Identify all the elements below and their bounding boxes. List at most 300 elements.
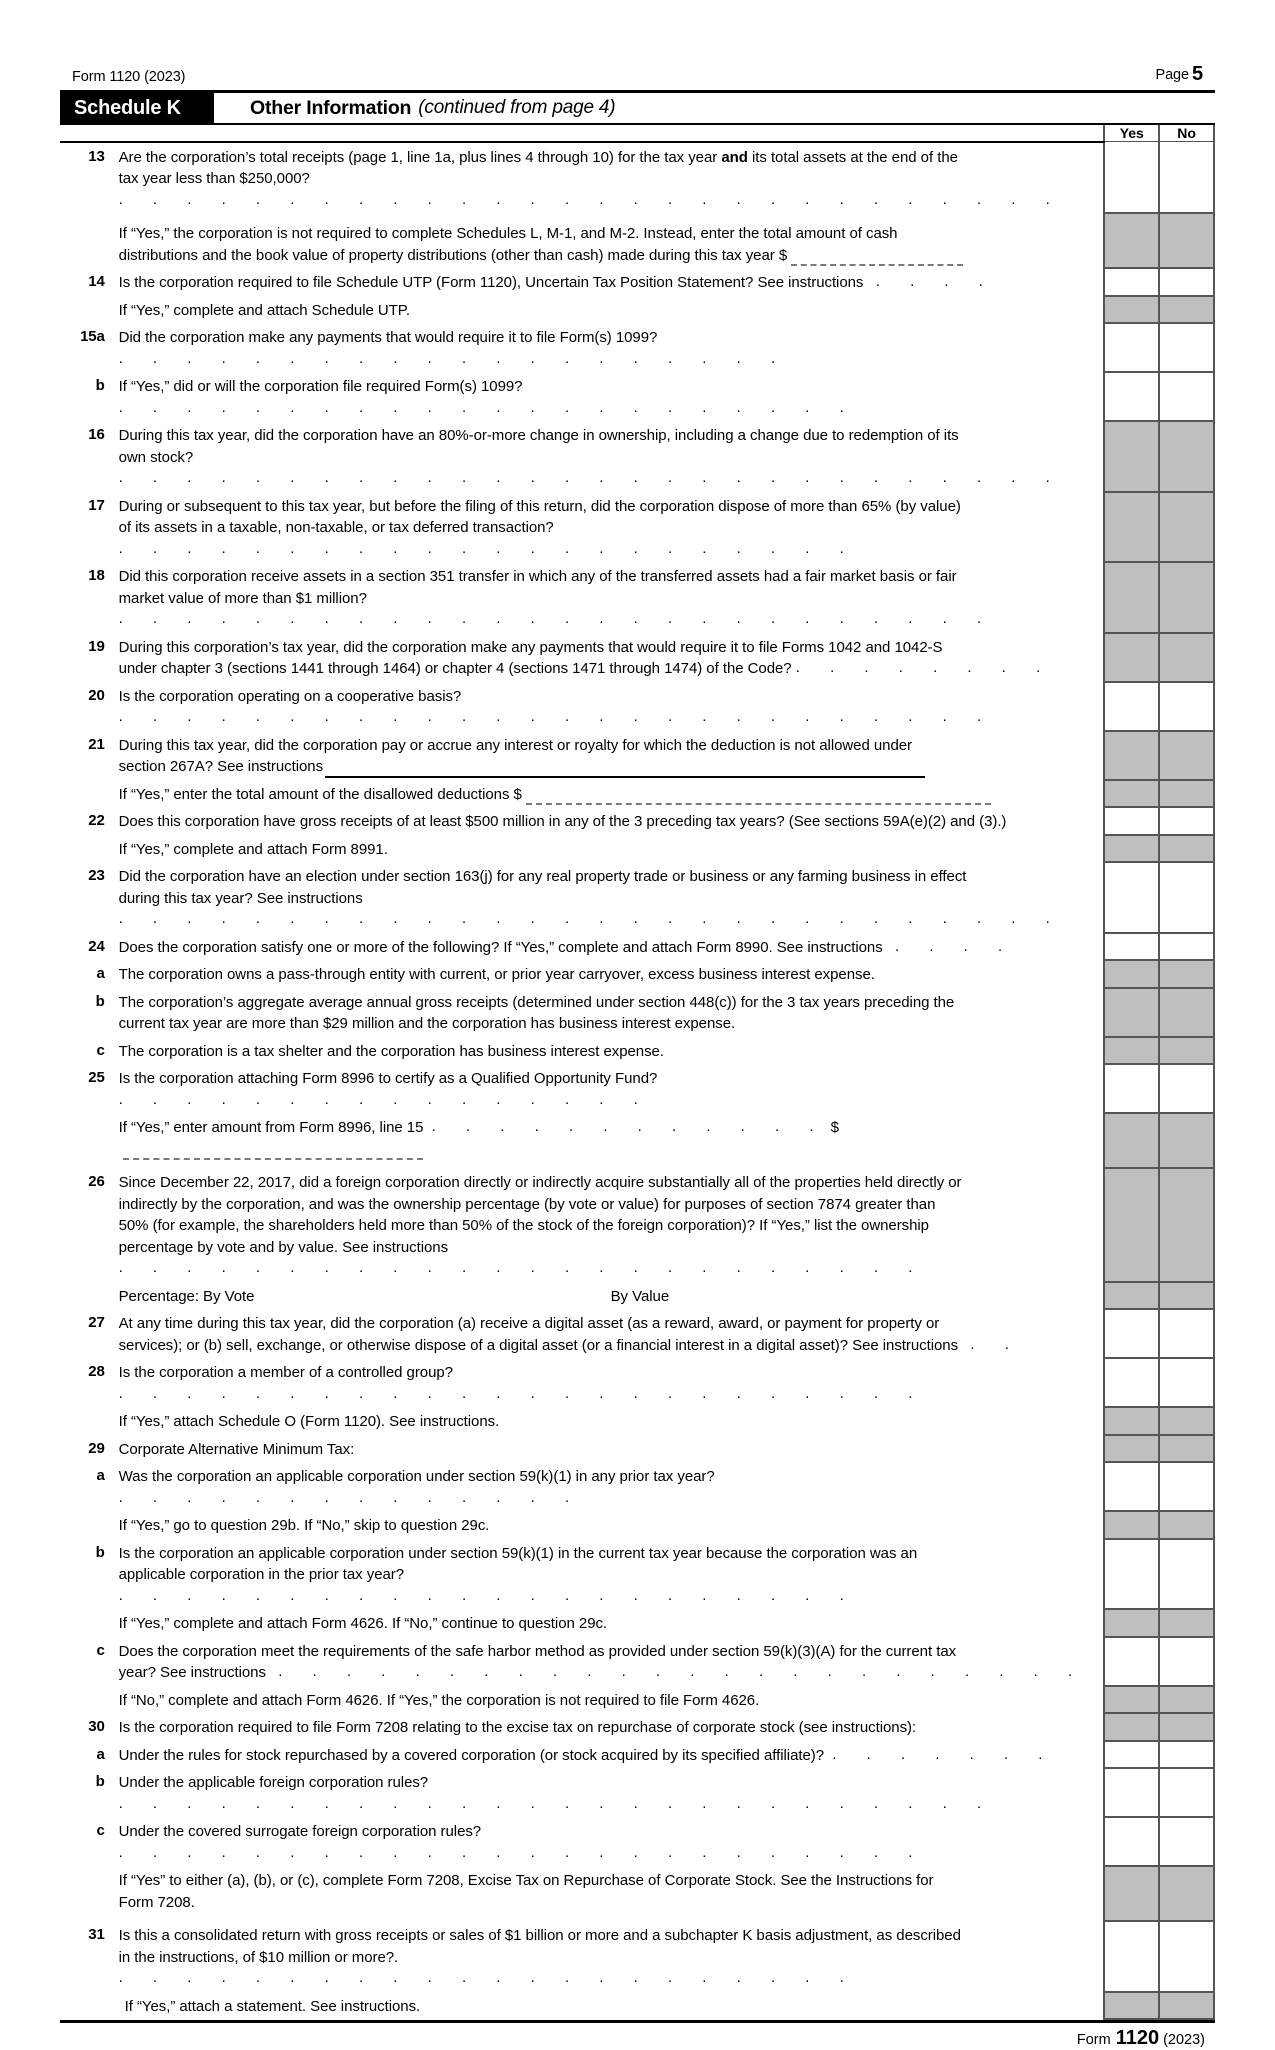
q16-text-line1: During this tax year, did the corporation have an 80%-or-more change in ownership, including a change due to redemption of its (118, 427, 959, 444)
line-number-15b: b (95, 377, 105, 394)
footer-year: (2023) (1163, 2032, 1205, 2048)
table-row (60, 1037, 1214, 1065)
table-row (60, 780, 1214, 808)
line-number-28-cont (60, 1407, 113, 1435)
leader-dots: . . . . . . . . . . . . . . . . . . . . . . . . (118, 1384, 926, 1402)
table-row (60, 988, 1214, 1037)
q29c-text-line2: year? See instructions (118, 1664, 266, 1681)
line-text-29 (113, 1435, 1105, 1463)
answer-cell-yes-19[interactable] (1104, 633, 1159, 682)
answer-cell-no-15a[interactable] (1159, 323, 1214, 372)
line-number-23: 23 (88, 867, 105, 884)
q23-text-line2: during this tax year? See instructions (118, 889, 363, 907)
line-text-25 (113, 1064, 1105, 1113)
header-spacer-num (60, 125, 113, 142)
table-row (60, 1609, 1214, 1637)
q13-if-yes-line1: If “Yes,” the corporation is not required to complete Schedules L, M-1, and M-2. Instead, enter the total amount of cash (118, 225, 898, 242)
amount-entry-line-13[interactable] (791, 252, 963, 266)
q30c-if-yes-line1: If “Yes” to either (a), (b), or (c), complete Form 7208, Excise Tax on Repurchase of Corporate Stock. See the Instructions for (118, 1872, 934, 1889)
table-row (60, 562, 1214, 633)
table-row (60, 1866, 1214, 1921)
answer-cell-yes-18[interactable] (1104, 562, 1159, 633)
q26-text-line1: Since December 22, 2017, did a foreign corporation directly or indirectly acquire substantially all of the properties held directly or (118, 1174, 962, 1191)
answer-cell-yes-30a[interactable] (1104, 1741, 1159, 1769)
line-number-26-cont (60, 1282, 113, 1310)
line-text-26-percentage (113, 1282, 1105, 1310)
leader-dots: . . . . (895, 937, 1016, 955)
answer-cell-no-29 (1159, 1435, 1214, 1463)
q24c-text: The corporation is a tax shelter and the corporation has business interest expense. (118, 1042, 664, 1060)
line-number-24c: c (96, 1041, 105, 1059)
answer-cell-yes-22[interactable] (1104, 807, 1159, 835)
table-row (60, 372, 1214, 421)
answer-cell-yes-24b (1104, 988, 1159, 1037)
table-row (60, 268, 1214, 296)
column-header-no: No (1159, 125, 1214, 142)
answer-cell-no-25b (1159, 1113, 1214, 1168)
leader-dots: . . . . . . . . (795, 659, 1054, 676)
line-text-30b (113, 1768, 1105, 1817)
q25-text: Is the corporation attaching Form 8996 to certify as a Qualified Opportunity Fund? (118, 1070, 658, 1087)
q19-text-line1: During this corporation’s tax year, did the corporation make any payments that would require it to file Forms 1042 and 1042-S (118, 638, 943, 656)
table-row (60, 633, 1214, 682)
table-row (60, 1637, 1214, 1686)
answer-cell-yes-22b (1104, 835, 1159, 863)
line-number-30a: a (96, 1745, 105, 1763)
page-number: 5 (1191, 63, 1203, 85)
answer-cell-yes-24c (1104, 1037, 1159, 1065)
q13-text-line2: tax year less than $250,000? (118, 170, 310, 187)
line-text-20 (113, 682, 1105, 731)
q22-if-yes: If “Yes,” complete and attach Form 8991. (118, 840, 388, 858)
table-header-row (60, 125, 1214, 142)
q30c-text: Under the covered surrogate foreign corporation rules? (118, 1823, 482, 1840)
line-text-30 (113, 1713, 1105, 1741)
table-row (60, 492, 1214, 563)
leader-dots: . . . . . . . . . . . . . . . . . . . . . . . . . . (118, 708, 995, 725)
line-number-14: 14 (88, 273, 105, 290)
q28-text: Is the corporation a member of a controlled group? (118, 1364, 453, 1381)
answer-cell-yes-27[interactable] (1104, 1309, 1159, 1358)
amount-entry-line-21[interactable] (526, 791, 991, 805)
q30a-text: Under the rules for stock repurchased by a covered corporation (or stock acquired by its specified affiliate)? (118, 1746, 825, 1764)
table-row (60, 323, 1214, 372)
table-row (60, 1713, 1214, 1741)
q13-if-yes-line2: distributions and the book value of property distributions (other than cash) made during this tax year (118, 246, 775, 264)
page-indicator (1156, 62, 1204, 85)
answer-cell-no-23[interactable] (1159, 862, 1214, 933)
answer-cell-no-29b2 (1159, 1609, 1214, 1637)
column-header-yes: Yes (1104, 125, 1159, 142)
line-text-22-continued (113, 835, 1105, 863)
q13-text-part2: its total assets at the end of the (747, 148, 958, 166)
leader-dots: . . . . . . . . . . . . . . . . . . . . . . . . . . . . (118, 469, 1063, 486)
answer-cell-yes-30 (1104, 1713, 1159, 1741)
table-row (60, 682, 1214, 731)
leader-dots: . . . . . . . . . . . . . . . . . . . . . . . . . . . . (118, 190, 1063, 208)
page-header (60, 62, 1215, 90)
header-spacer-text (113, 125, 1105, 142)
line-number-29b: b (95, 1543, 105, 1561)
answer-cell-yes-15b[interactable] (1104, 372, 1159, 421)
leader-dots: . . . . . . . . . . . . (431, 1118, 827, 1135)
q21-text-line1: During this tax year, did the corporation pay or accrue any interest or royalty for which the deduction is not allowed under (118, 736, 912, 754)
leader-dots: . . . . . . . . . . . . . . . . . . . . . . . . (278, 1663, 1086, 1680)
leader-dots: . . (970, 1335, 1022, 1353)
answer-cell-no-19[interactable] (1159, 633, 1214, 682)
q26-percentage-by-value-label: By Value (610, 1287, 670, 1305)
leader-dots: . . . . . . . . . . . . . . . . . . . . . . (118, 1969, 857, 1986)
line-number-31-cont (60, 1992, 113, 2020)
line-text-13-continued (113, 213, 1105, 268)
line-text-13 (113, 142, 1105, 214)
q29-heading: Corporate Alternative Minimum Tax: (118, 1440, 355, 1458)
table-row (60, 1768, 1214, 1817)
line-text-21 (113, 731, 1105, 780)
q14-text: Is the corporation required to file Schedule UTP (Form 1120), Uncertain Tax Position Statement? See instructions (118, 274, 864, 291)
line-number-30c-cont (60, 1866, 113, 1921)
schedule-continued-note: (continued from page 4) (418, 97, 616, 118)
q18-text-line2: market value of more than $1 million? (118, 589, 367, 607)
answer-cell-yes-25b (1104, 1113, 1159, 1168)
line-number-16: 16 (88, 426, 105, 443)
q30b-text: Under the applicable foreign corporation rules? (118, 1774, 429, 1791)
line-number-25: 25 (88, 1069, 105, 1086)
table-row (60, 1511, 1214, 1539)
line-number-13-cont (60, 213, 113, 268)
line-number-24b: b (95, 992, 105, 1010)
q26-text-line3: 50% (for example, the shareholders held more than 50% of the stock of the foreign corporation)? If “Yes,” list the ownership (118, 1217, 929, 1234)
answer-cell-yes-30c[interactable] (1104, 1817, 1159, 1866)
line-number-31: 31 (88, 1926, 105, 1943)
leader-dots: . . . . . . . . . . . . . . . . . . . . . . . . (118, 1843, 926, 1861)
table-row (60, 296, 1214, 324)
q31-text-line1: Is this a consolidated return with gross receipts or sales of $1 billion or more and a subchapter K basis adjustment, as described (118, 1927, 961, 1944)
line-number-14-cont (60, 296, 113, 324)
q23-text-line1: Did the corporation have an election under section 163(j) for any real property trade or business or any farming business in effect (118, 868, 967, 885)
line-text-18 (113, 562, 1105, 633)
table-row (60, 1064, 1214, 1113)
answer-cell-no-29a[interactable] (1159, 1462, 1214, 1511)
line-text-19 (113, 633, 1105, 682)
leader-dots: . . . . . . . . . . . . . . (118, 1488, 583, 1506)
q31-text-line2: in the instructions, of $10 million or more?. (118, 1948, 399, 1966)
q26-text-line4: percentage by vote and by value. See instructions (118, 1238, 449, 1256)
page-label: Page (1155, 67, 1189, 83)
table-row (60, 1168, 1214, 1282)
table-row (60, 1992, 1214, 2020)
answer-cell-yes-17[interactable] (1104, 492, 1159, 563)
answer-cell-yes-31[interactable] (1104, 1921, 1159, 1992)
answer-cell-no-26b (1159, 1282, 1214, 1310)
q14-if-yes: If “Yes,” complete and attach Schedule UTP. (118, 301, 410, 319)
answer-cell-yes-21[interactable] (1104, 731, 1159, 780)
q18-text-line1: Did this corporation receive assets in a section 351 transfer in which any of the transferred assets had a fair market basis or fair (118, 568, 957, 585)
table-row (60, 1686, 1214, 1714)
page-footer (60, 2023, 1215, 2050)
answer-cell-no-22[interactable] (1159, 807, 1214, 835)
line-number-17: 17 (88, 496, 105, 514)
answer-cell-no-17[interactable] (1159, 492, 1214, 563)
line-text-24a (113, 960, 1105, 988)
answer-cell-no-30c[interactable] (1159, 1817, 1214, 1866)
leader-dots: . . . . . . . . . . . . . . . . . . . . . . (118, 1586, 857, 1604)
q24-text: Does the corporation satisfy one or more of the following? If “Yes,” complete and attach Form 8990. See instructions (118, 938, 883, 956)
answer-cell-yes-28b (1104, 1407, 1159, 1435)
dollar-sign: $ (778, 246, 788, 264)
table-row (60, 1462, 1214, 1511)
line-number-24: 24 (88, 937, 105, 955)
answer-cell-no-20[interactable] (1159, 682, 1214, 731)
answer-cell-no-14[interactable] (1159, 268, 1214, 296)
table-row (60, 862, 1214, 933)
line-text-31 (113, 1921, 1105, 1992)
answer-cell-no-18[interactable] (1159, 562, 1214, 633)
q13-text-bold-and: and (721, 148, 748, 166)
answer-cell-no-30c2 (1159, 1866, 1214, 1921)
dollar-sign: $ (830, 1119, 839, 1136)
answer-cell-yes-29c2 (1104, 1686, 1159, 1714)
line-number-28: 28 (88, 1363, 105, 1380)
line-number-13: 13 (88, 147, 105, 165)
line-number-22-cont (60, 835, 113, 863)
answer-cell-no-28b (1159, 1407, 1214, 1435)
answer-cell-yes-29c[interactable] (1104, 1637, 1159, 1686)
answer-cell-yes-31b (1104, 1992, 1159, 2020)
answer-cell-no-21b (1159, 780, 1214, 808)
line-text-24 (113, 933, 1105, 961)
line-number-21: 21 (88, 735, 105, 753)
line-number-30b: b (95, 1773, 105, 1790)
answer-cell-no-31[interactable] (1159, 1921, 1214, 1992)
leader-dots: . . . . . . . . . . . . . . . . . . . . . . (118, 398, 857, 416)
answer-cell-yes-30c2 (1104, 1866, 1159, 1921)
line-number-15a: 15a (80, 328, 105, 345)
schedule-title-block (214, 93, 615, 123)
line-number-24a: a (96, 965, 105, 982)
table-row (60, 1358, 1214, 1407)
q20-text: Is the corporation operating on a cooperative basis? (118, 687, 462, 705)
line-text-17 (113, 492, 1105, 563)
answer-cell-yes-14b (1104, 296, 1159, 324)
q27-text-line2: services); or (b) sell, exchange, or otherwise dispose of a digital asset (or a financial interest in a digital asset)? See instructions (118, 1336, 959, 1354)
answer-cell-no-24[interactable] (1159, 933, 1214, 961)
q29a-if-yes: If “Yes,” go to question 29b. If “No,” skip to question 29c. (118, 1517, 490, 1534)
answer-cell-no-26[interactable] (1159, 1168, 1214, 1282)
answer-cell-yes-29 (1104, 1435, 1159, 1463)
answer-cell-yes-29b2 (1104, 1609, 1159, 1637)
line-number-19: 19 (88, 637, 105, 655)
leader-dots: . . . . . . . . . . . . . . . . . . . . . . . . . . (118, 1794, 995, 1812)
line-number-29a: a (96, 1467, 105, 1484)
schedule-k-questions-table (60, 125, 1215, 2020)
answer-cell-no-29b[interactable] (1159, 1539, 1214, 1610)
line-number-27: 27 (88, 1314, 105, 1331)
line-text-24c (113, 1037, 1105, 1065)
line-text-28-continued (113, 1407, 1105, 1435)
line-text-29c (113, 1637, 1105, 1686)
answer-cell-yes-21b (1104, 780, 1159, 808)
q17-text-line2: of its assets in a taxable, non-taxable, or tax deferred transaction? (118, 519, 554, 536)
leader-dots: . . . . . . . . . . . . . . . . . . . . . . . . (118, 1259, 926, 1276)
q25-if-yes-text: If “Yes,” enter amount from Form 8996, line 15 (118, 1119, 424, 1136)
line-text-29b (113, 1539, 1105, 1610)
dollar-sign: $ (513, 785, 522, 803)
line-text-28 (113, 1358, 1105, 1407)
line-number-29a-cont (60, 1511, 113, 1539)
line-text-30a (113, 1741, 1105, 1769)
line-text-16 (113, 421, 1105, 492)
table-row (60, 1282, 1214, 1310)
line-text-14-continued (113, 296, 1105, 324)
table-row (60, 1113, 1214, 1168)
leader-dots: . . . . . . . . . . . . . . . . . . . . (118, 349, 789, 367)
line-text-29b-continued (113, 1609, 1105, 1637)
line-text-22 (113, 807, 1105, 835)
line-text-26 (113, 1168, 1105, 1282)
line-text-14 (113, 268, 1105, 296)
line-text-30c-continued (113, 1866, 1105, 1921)
line-text-29a-continued (113, 1511, 1105, 1539)
line-number-18: 18 (88, 567, 105, 584)
answer-cell-yes-14[interactable] (1104, 268, 1159, 296)
q24b-text-line1: The corporation’s aggregate average annual gross receipts (determined under section 448(c)) for the 3 tax years preceding the (118, 993, 955, 1011)
entry-line-21[interactable] (325, 763, 925, 778)
line-number-29b-cont (60, 1609, 113, 1637)
table-row (60, 1539, 1214, 1610)
answer-cell-yes-15a[interactable] (1104, 323, 1159, 372)
line-number-29c: c (96, 1641, 105, 1659)
q15a-text: Did the corporation make any payments that would require it to file Form(s) 1099? (118, 329, 658, 346)
answer-cell-no-24b (1159, 988, 1214, 1037)
answer-cell-no-29c[interactable] (1159, 1637, 1214, 1686)
line-number-26: 26 (88, 1173, 105, 1190)
q13-text-part1: Are the corporation’s total receipts (page 1, line 1a, plus lines 4 through 10) for the tax year (118, 148, 722, 166)
table-row (60, 1435, 1214, 1463)
leader-dots: . . . . . . . . . . . . . . . . . . . . . . . . . . . . (118, 910, 1063, 927)
answer-cell-yes-24[interactable] (1104, 933, 1159, 961)
answer-cell-no-15b[interactable] (1159, 372, 1214, 421)
answer-cell-no-16[interactable] (1159, 421, 1214, 492)
leader-dots: . . . . . . . . . . . . . . . . . . . . . . . . . . (118, 610, 995, 627)
answer-cell-no-30 (1159, 1713, 1214, 1741)
line-text-27 (113, 1309, 1105, 1358)
q21-if-yes-text: If “Yes,” enter the total amount of the disallowed deductions (118, 785, 510, 803)
q17-text-line1: During or subsequent to this tax year, but before the filing of this return, did the corporation dispose of more than 65% (by value) (118, 497, 961, 515)
table-row (60, 960, 1214, 988)
answer-cell-yes-20[interactable] (1104, 682, 1159, 731)
q22-text: Does this corporation have gross receipts of at least $500 million in any of the 3 preceding tax years? (See sections 59A(e)(2) and (3).) (118, 813, 1007, 830)
table-row (60, 1309, 1214, 1358)
form-reference: Form 1120 (2023) (72, 69, 186, 85)
q26-percentage-by-vote-label: Percentage: By Vote (118, 1287, 255, 1305)
line-text-25-continued (113, 1113, 1105, 1168)
answer-cell-yes-26[interactable] (1104, 1168, 1159, 1282)
answer-cell-yes-29a2 (1104, 1511, 1159, 1539)
line-number-20: 20 (88, 686, 105, 704)
answer-cell-no-27[interactable] (1159, 1309, 1214, 1358)
q21-text-line2: section 267A? See instructions (118, 758, 324, 775)
line-text-29a (113, 1462, 1105, 1511)
answer-cell-no-22b (1159, 835, 1214, 863)
answer-cell-yes-29a[interactable] (1104, 1462, 1159, 1511)
line-number-22: 22 (88, 812, 105, 829)
q29c-text-line1: Does the corporation meet the requirements of the safe harbor method as provided under section 59(k)(3)(A) for the current tax (118, 1642, 957, 1660)
q27-text-line1: At any time during this tax year, did the corporation (a) receive a digital asset (as a reward, award, or payment for property or (118, 1315, 940, 1332)
answer-cell-no-21[interactable] (1159, 731, 1214, 780)
line-number-30: 30 (88, 1718, 105, 1735)
leader-dots: . . . . . . . . . . . . . . . . (118, 1090, 651, 1108)
line-number-29c-cont (60, 1686, 113, 1714)
answer-cell-yes-13[interactable] (1104, 142, 1159, 214)
answer-cell-yes-26b (1104, 1282, 1159, 1310)
answer-cell-yes-23[interactable] (1104, 862, 1159, 933)
q26-text-line2: indirectly by the corporation, and was the ownership percentage (by vote or value) for purposes of section 7874 greater than (118, 1195, 936, 1213)
answer-cell-no-30b[interactable] (1159, 1768, 1214, 1817)
q16-text-line2: own stock? (118, 448, 194, 466)
schedule-tag: Schedule K (60, 93, 214, 123)
answer-cell-yes-30b[interactable] (1104, 1768, 1159, 1817)
table-row (60, 142, 1214, 214)
answer-cell-no-28[interactable] (1159, 1358, 1214, 1407)
line-number-21-cont (60, 780, 113, 808)
leader-dots: . . . . (875, 273, 996, 290)
table-row (60, 933, 1214, 961)
line-number-25-cont (60, 1113, 113, 1168)
q24a-text: The corporation owns a pass-through entity with current, or prior year carryover, excess business interest expense. (118, 966, 875, 983)
leader-dots: . . . . . . . . . . . . . . . . . . . . . . (118, 539, 857, 557)
answer-cell-no-13[interactable] (1159, 142, 1214, 214)
line-text-23 (113, 862, 1105, 933)
answer-cell-yes-24a (1104, 960, 1159, 988)
q29b-if-yes: If “Yes,” complete and attach Form 4626. If “No,” continue to question 29c. (118, 1615, 608, 1632)
answer-cell-yes-29b[interactable] (1104, 1539, 1159, 1610)
q30-heading: Is the corporation required to file Form 7208 relating to the excise tax on repurchase of corporate stock (see instructions): (118, 1719, 917, 1736)
answer-cell-no-24c (1159, 1037, 1214, 1065)
table-row (60, 1407, 1214, 1435)
answer-cell-no-13b (1159, 213, 1214, 268)
footer-form-number: 1120 (1115, 2027, 1160, 2049)
answer-cell-no-30a[interactable] (1159, 1741, 1214, 1769)
answer-cell-no-14b (1159, 296, 1214, 324)
q30c-if-yes-line2: Form 7208. (118, 1893, 195, 1911)
table-row (60, 1921, 1214, 1992)
leader-dots: . . . . . . . (832, 1745, 1056, 1763)
q31-if-yes: If “Yes,” attach a statement. See instructions. (124, 1997, 421, 2015)
q28-if-yes: If “Yes,” attach Schedule O (Form 1120). See instructions. (118, 1413, 500, 1430)
q15b-text: If “Yes,” did or will the corporation file required Form(s) 1099? (118, 378, 523, 395)
table-row (60, 807, 1214, 835)
line-text-29c-continued (113, 1686, 1105, 1714)
q29c-if-no: If “No,” complete and attach Form 4626. If “Yes,” the corporation is not required to file Form 4626. (118, 1691, 760, 1709)
table-row (60, 1817, 1214, 1866)
answer-cell-yes-25[interactable] (1104, 1064, 1159, 1113)
answer-cell-yes-16[interactable] (1104, 421, 1159, 492)
answer-cell-no-29a2 (1159, 1511, 1214, 1539)
q29b-text-line2: applicable corporation in the prior tax year? (118, 1566, 405, 1583)
answer-cell-no-24a (1159, 960, 1214, 988)
table-row (60, 213, 1214, 268)
schedule-title: Other Information (250, 96, 412, 119)
answer-cell-yes-28[interactable] (1104, 1358, 1159, 1407)
answer-cell-no-25[interactable] (1159, 1064, 1214, 1113)
line-text-15a (113, 323, 1105, 372)
footer-form-word: Form (1076, 2032, 1111, 2048)
line-text-31-continued (113, 1992, 1105, 2020)
line-text-30c (113, 1817, 1105, 1866)
amount-entry-line-25[interactable] (123, 1146, 423, 1160)
table-row (60, 1741, 1214, 1769)
